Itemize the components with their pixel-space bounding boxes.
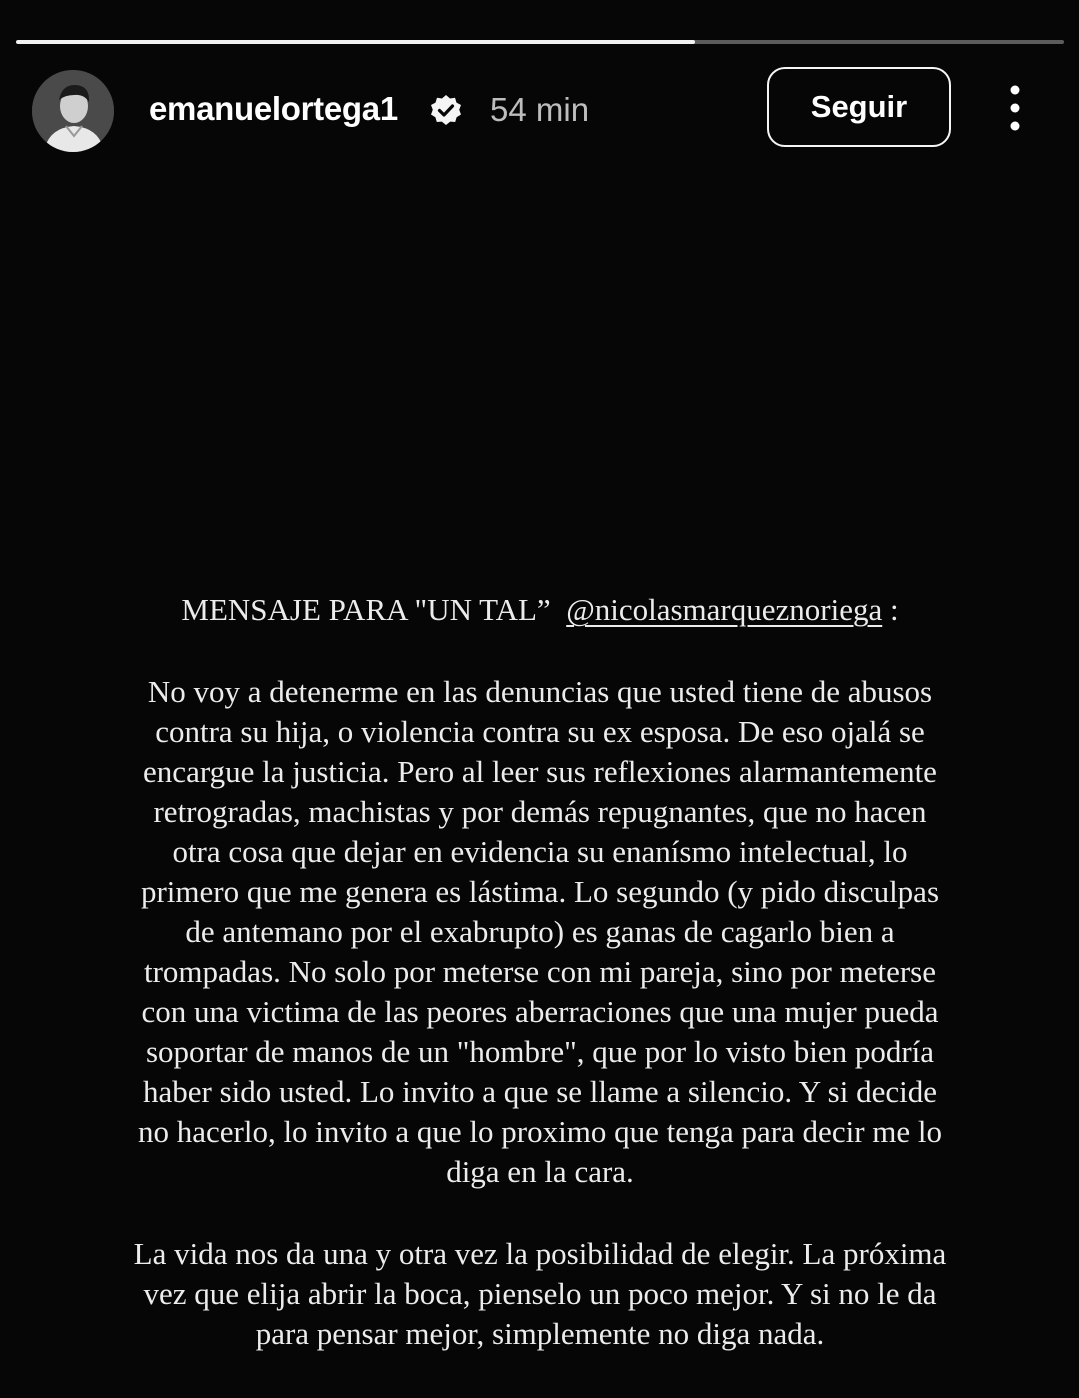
message-line: no hacerlo, lo invito a que lo proximo que tenga para decir me lo bbox=[137, 1114, 943, 1149]
avatar[interactable] bbox=[32, 70, 114, 152]
story-progress-bar bbox=[16, 40, 1064, 44]
message-line: encargue la justicia. Pero al leer sus reflexiones alarmantemente bbox=[143, 754, 937, 789]
story-header bbox=[32, 66, 1047, 154]
mention-link[interactable]: @nicolasmarqueznoriega bbox=[566, 592, 883, 627]
heading-suffix: : bbox=[889, 592, 899, 627]
profile-photo-icon bbox=[32, 70, 114, 152]
message-line: haber sido usted. Lo invito a que se llame a silencio. Y si decide bbox=[142, 1074, 937, 1109]
message-heading bbox=[40, 590, 1040, 630]
message-line: vez que elija abrir la boca, pienselo un poco mejor. Y si no le da bbox=[143, 1276, 937, 1311]
message-line: para pensar mejor, simplemente no diga nada. bbox=[255, 1316, 825, 1351]
message-paragraph-2 bbox=[40, 1234, 1040, 1354]
message-line: No voy a detenerme en las denuncias que usted tiene de abusos bbox=[147, 674, 933, 709]
follow-button[interactable]: Seguir bbox=[767, 67, 951, 147]
message-line: primero que me genera es lástima. Lo segundo (y pido disculpas bbox=[140, 874, 940, 909]
post-time: 54 min bbox=[490, 91, 590, 128]
verified-badge-icon bbox=[429, 94, 463, 128]
message-line: soportar de manos de un "hombre", que por lo visto bien podría bbox=[145, 1034, 935, 1069]
message-line: retrogradas, machistas y por demás repugnantes, que no hacen bbox=[153, 794, 927, 829]
heading-text: MENSAJE PARA "UN TAL” bbox=[181, 592, 551, 627]
message-paragraph-1 bbox=[40, 672, 1040, 1192]
message-line: trompadas. No solo por meterse con mi pareja, sino por meterse bbox=[144, 954, 936, 989]
message-line: contra su hija, o violencia contra su ex esposa. De eso ojalá se bbox=[155, 714, 925, 749]
story-progress-fill bbox=[16, 40, 695, 44]
username[interactable]: emanuelortega1 bbox=[149, 90, 398, 127]
message-line: La vida nos da una y otra vez la posibilidad de elegir. La próxima bbox=[133, 1236, 947, 1271]
message-line: diga en la cara. bbox=[446, 1154, 634, 1189]
vertical-dots-icon[interactable] bbox=[1000, 84, 1030, 134]
message-line: de antemano por el exabrupto) es ganas de cagarlo bien a bbox=[185, 914, 895, 949]
message-line: con una victima de las peores aberraciones que una mujer pueda bbox=[141, 994, 939, 1029]
message-line: otra cosa que dejar en evidencia su enanísmo intelectual, lo bbox=[172, 834, 908, 869]
